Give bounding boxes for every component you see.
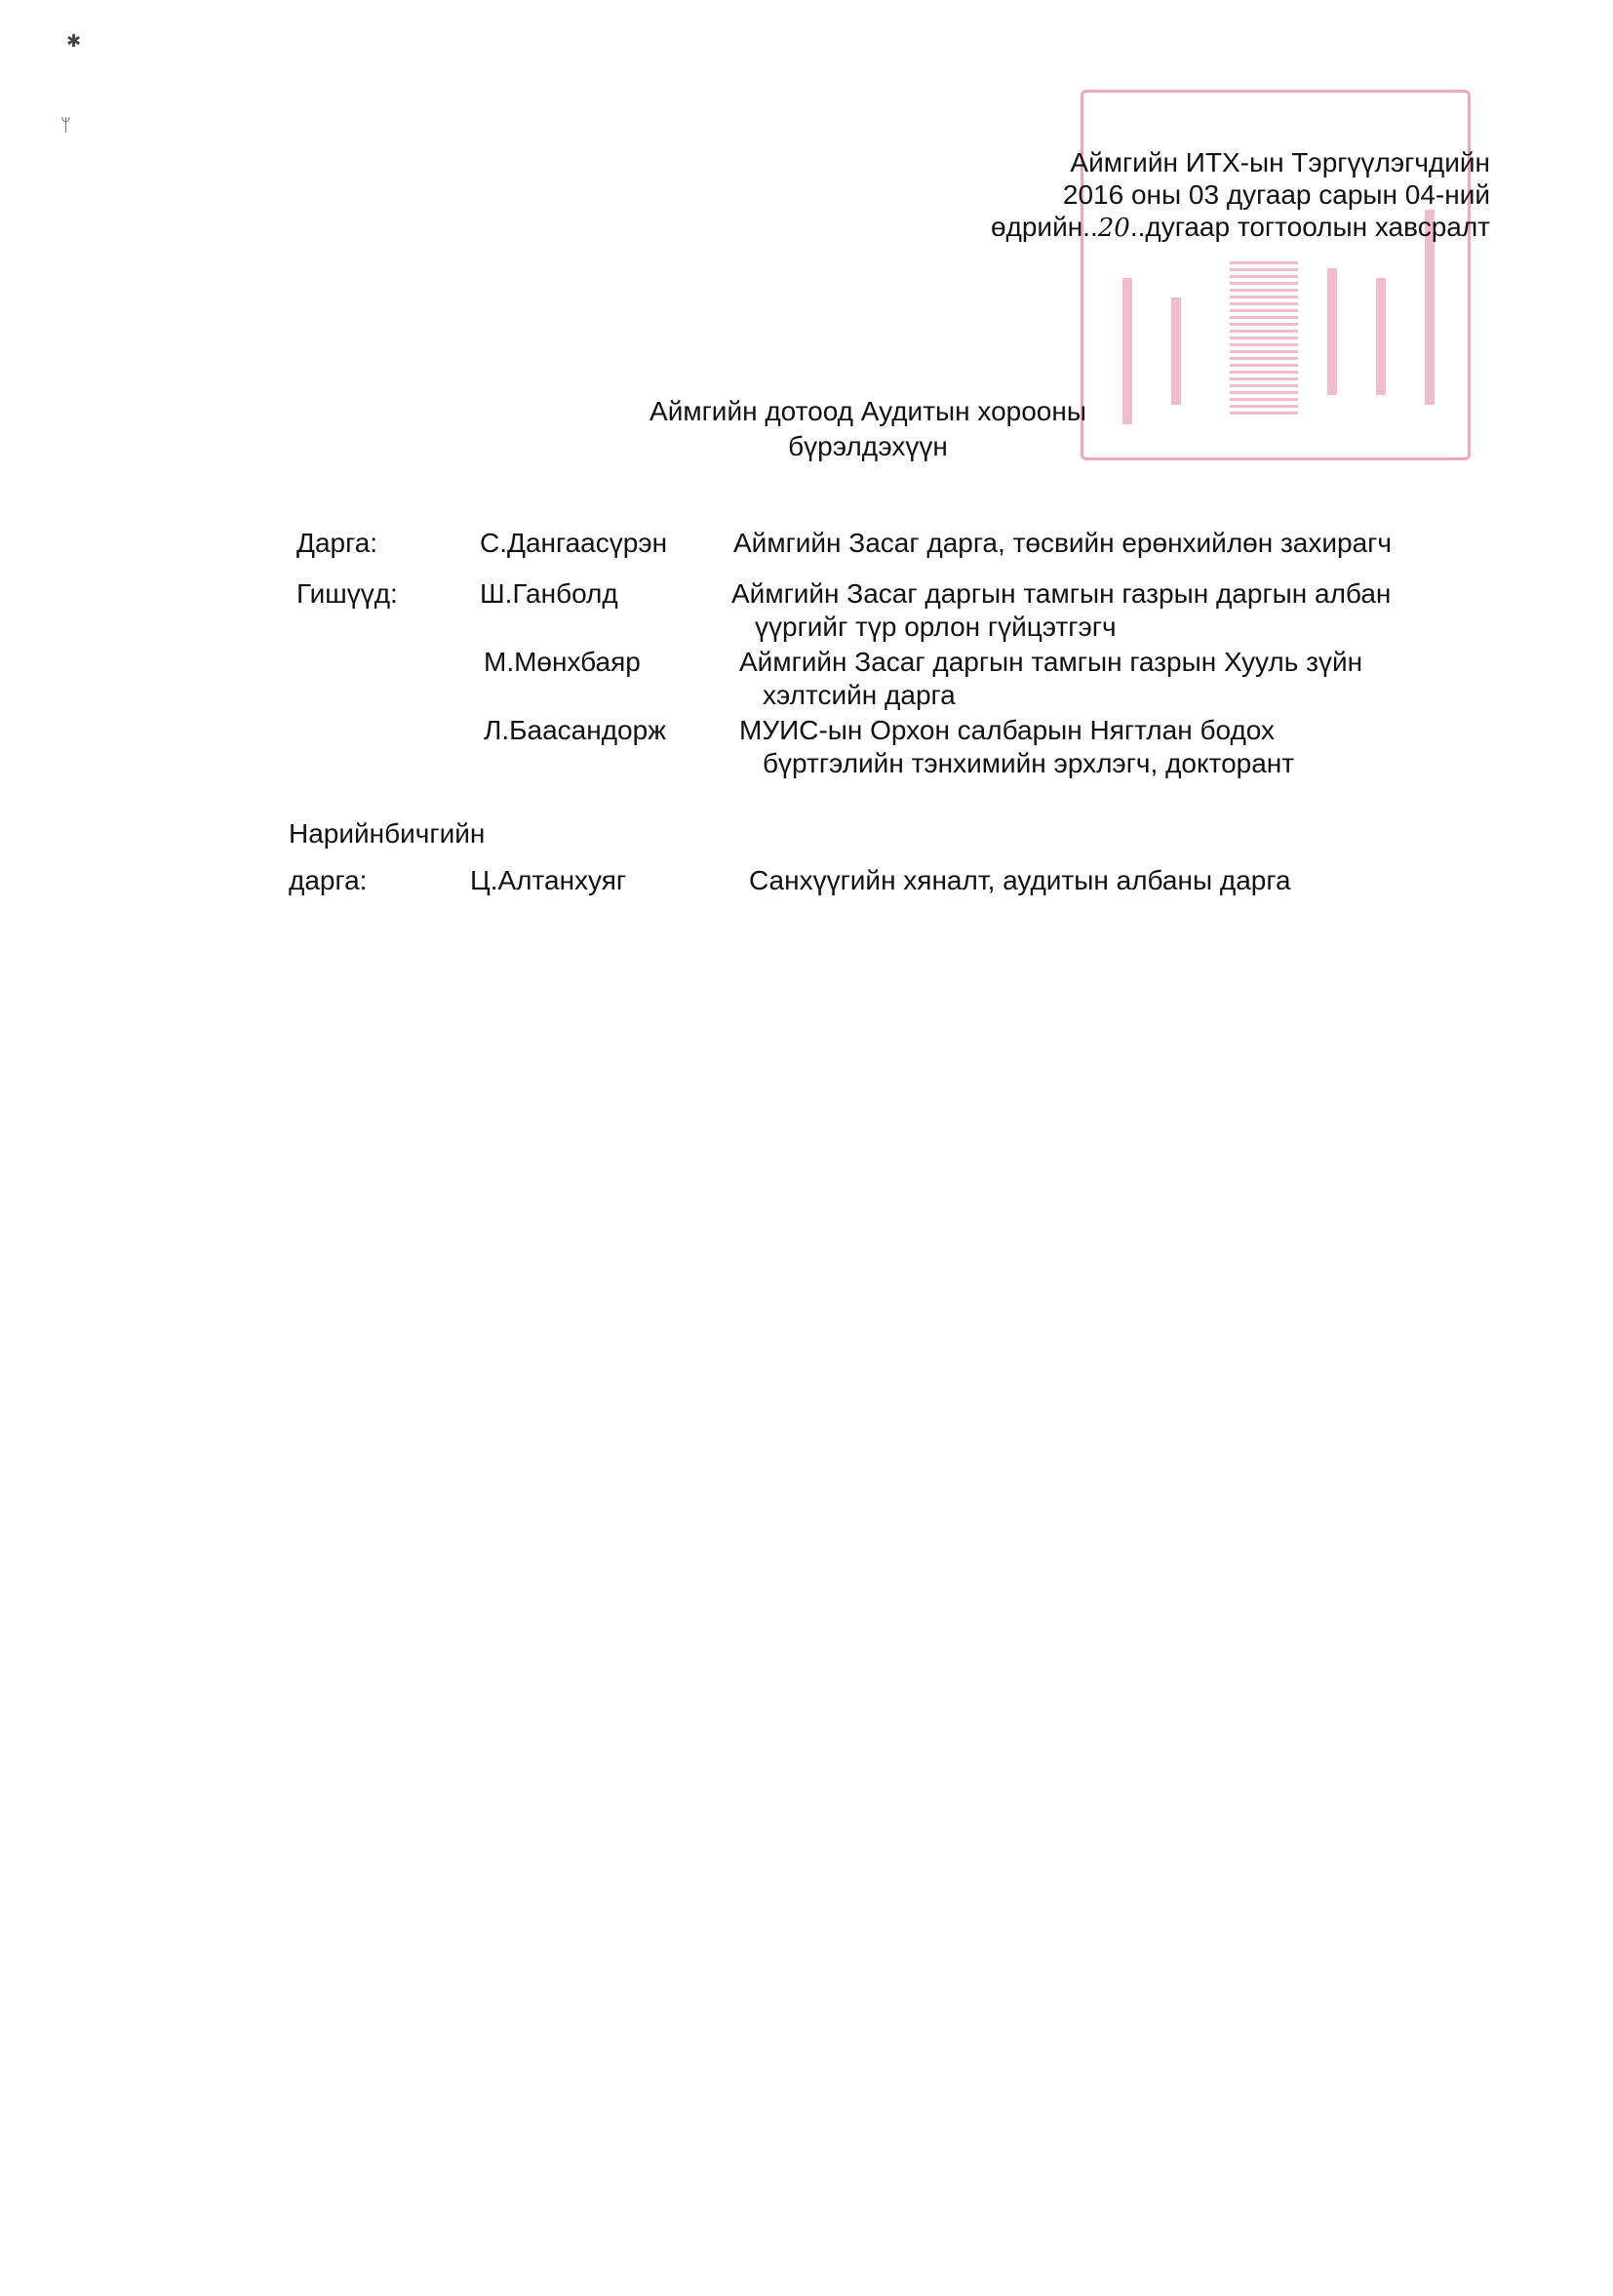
- member-name: Л.Баасандорж: [484, 715, 666, 745]
- member-row: [289, 646, 1498, 714]
- member-row-secretary: [289, 817, 1498, 895]
- official-stamp: [1081, 90, 1471, 460]
- member-name: Ш.Ганболд: [480, 578, 618, 609]
- resolution-number: 20: [1097, 214, 1130, 243]
- member-position-line: хэлтсийн дарга: [763, 680, 956, 710]
- member-position-line: үүргийг түр орлон гүйцэтгэгч: [755, 612, 1117, 642]
- header-line-3-prefix: өдрийн..: [990, 212, 1098, 242]
- secretary-role-line-2: дарга:: [289, 865, 368, 895]
- member-row-chair: [289, 527, 1498, 577]
- annex-header: [991, 146, 1490, 245]
- member-position-line: Аймгийн Засаг дарга, төсвийн ерөнхийлөн захирагч: [733, 528, 1392, 558]
- secretary-name: Ц.Алтанхуяг: [470, 865, 627, 895]
- header-line-1: Аймгийн ИТХ-ын Тэргүүлэгчдийн: [1070, 147, 1490, 178]
- member-row: [289, 714, 1498, 817]
- document-title: [614, 394, 1121, 464]
- scan-speck: ✱: [66, 31, 82, 51]
- member-position-line: МУИС-ын Орхон салбарын Нягтлан бодох: [739, 715, 1276, 745]
- header-line-2: 2016 оны 03 дугаар сарын 04-ний: [1062, 179, 1490, 210]
- member-position: [739, 714, 1500, 780]
- member-position: [739, 646, 1500, 712]
- member-position: [731, 577, 1492, 644]
- member-position-line: Аймгийн Засаг даргын тамгын газрын даргын албан: [731, 578, 1392, 609]
- scan-speck: ᛘ: [60, 115, 71, 135]
- member-role: Дарга:: [296, 528, 378, 558]
- header-line-3-suffix: ..дугаар тогтоолын хавсралт: [1129, 212, 1490, 242]
- committee-members: [289, 527, 1498, 895]
- member-role: Гишүүд:: [296, 578, 398, 609]
- secretary-role: [289, 817, 485, 897]
- member-name: М.Мөнхбаяр: [484, 647, 641, 677]
- member-position-line: бүртгэлийн тэнхимийн эрхлэгч, докторант: [763, 748, 1295, 778]
- secretary-position: [749, 864, 1510, 897]
- member-name: С.Дангаасүрэн: [480, 528, 668, 558]
- member-position-line: Аймгийн Засаг даргын тамгын газрын Хууль зүйн: [739, 647, 1363, 677]
- secretary-position-line: Санхүүгийн хяналт, аудитын албаны дарга: [749, 865, 1291, 895]
- secretary-role-line-1: Нарийнбичгийн: [289, 818, 486, 849]
- member-row: [289, 577, 1498, 646]
- title-line-1: Аймгийн дотоод Аудитын хорооны: [649, 396, 1086, 426]
- title-line-2: бүрэлдэхүүн: [788, 431, 948, 461]
- header-line-3: [991, 211, 1490, 245]
- member-position: [733, 527, 1494, 560]
